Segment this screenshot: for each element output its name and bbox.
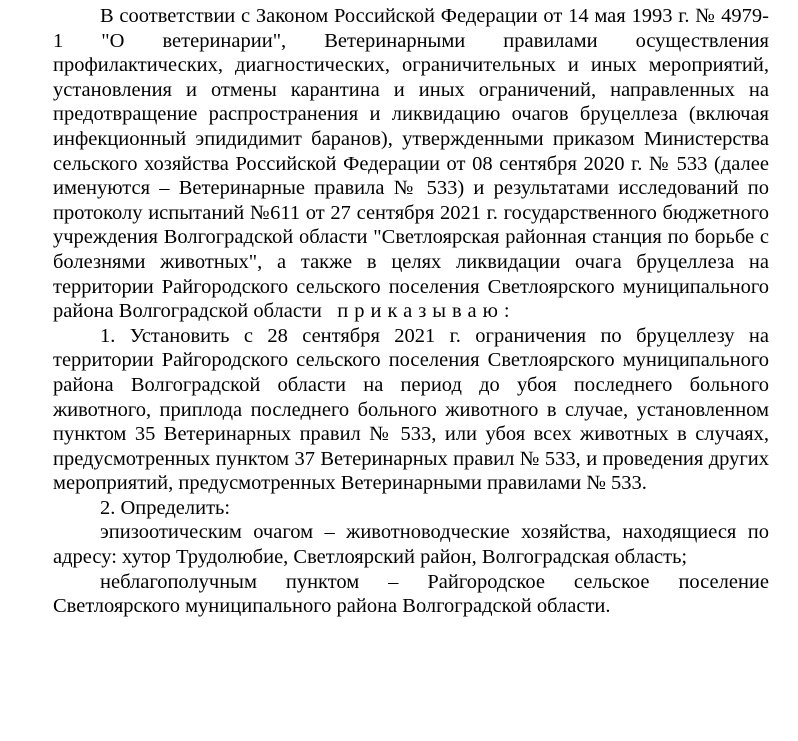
preamble-paragraph: [53, 4, 769, 324]
order-word: приказываю:: [337, 300, 516, 323]
item-1-paragraph: 1. Установить с 28 сентября 2021 г. ограничения по бруцеллезу на территории Райгородского сельского поселения Светлоярского муниципального района Волгоградской области на период до убоя последнего больного животного, приплода последнего больного животного в случае, установленном пунктом 35 Ветеринарных правил № 533, или убоя всех животных в случаях, предусмотренных пунктом 37 Ветеринарных правил № 533, и проведения других мероприятий, предусмотренных Ветеринарными правилами № 533.: [53, 324, 769, 495]
document-page: [53, 0, 769, 619]
item-2-focus-paragraph: эпизоотическим очагом – животноводческие хозяйства, находящиеся по адресу: хутор Трудолюбие, Светлоярский район, Волгоградская область;: [53, 521, 769, 569]
item-2-heading: 2. Определить:: [100, 496, 231, 519]
preamble-text: В соответствии с Законом Российской Федерации от 14 мая 1993 г. № 4979-1 "О ветеринарии", Ветеринарными правилами осуществления профилактических, диагностических, ограничительных и иных мероприятий, установления и отмены карантина и иных ограничений, направленных на предотвращение распространения и ликвидацию очагов бруцеллеза (включая инфекционный эпидидимит баранов), утвержденными приказом Министерства сельского хозяйства Российской Федерации от 08 сентября 2020 г. № 533 (далее именуются – Ветеринарные правила № 533) и результатами исследований по протоколу испытаний №611 от 27 сентября 2021 г. государственного бюджетного учреждения Волгоградской области "Светлоярская районная станция по борьбе с болезнями животных", а также в целях ликвидации очага бруцеллеза на территории Райгородского сельского поселения Светлоярского муниципального района Волгоградской области: [53, 5, 769, 323]
item-2-point-paragraph: неблагополучным пунктом – Райгородское сельское поселение Светлоярского муниципального района Волгоградской области.: [53, 570, 769, 618]
